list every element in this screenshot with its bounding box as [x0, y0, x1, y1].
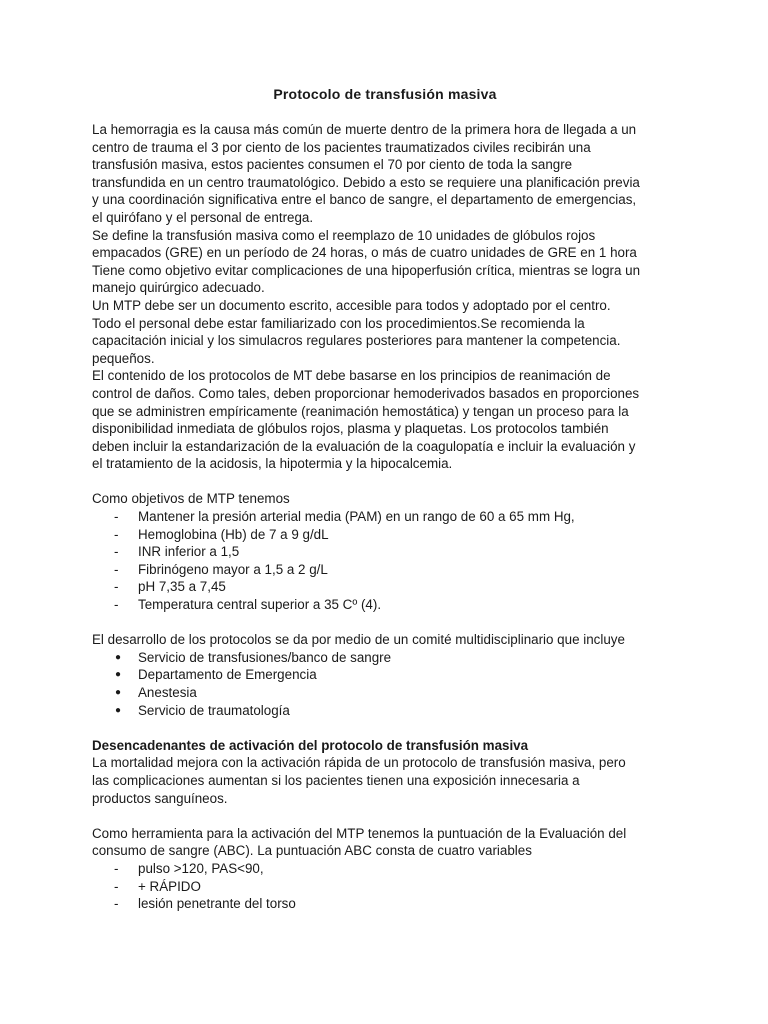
- dash-marker: -: [114, 597, 119, 613]
- bullet-marker: ●: [115, 651, 122, 663]
- committee-list: [92, 649, 678, 719]
- objective-text: Temperatura central superior a 35 Cº (4).: [138, 597, 382, 613]
- committee-text: Anestesia: [138, 685, 197, 700]
- list-item: [92, 561, 678, 579]
- dash-marker: -: [114, 860, 119, 876]
- spacer: [92, 719, 678, 737]
- spacer: [92, 807, 678, 825]
- abc-text: pulso >120, PAS<90,: [138, 860, 264, 876]
- committee-text: Servicio de traumatología: [138, 702, 290, 718]
- objective-text: Mantener la presión arterial media (PAM) en un rango de 60 a 65 mm Hg,: [138, 509, 575, 525]
- section-heading: Desencadenantes de activación del protocolo de transfusión masiva: [92, 737, 529, 753]
- list-item: [92, 666, 678, 684]
- dash-marker: -: [114, 544, 119, 560]
- dash-marker: -: [114, 579, 119, 595]
- dash-marker: -: [114, 878, 119, 894]
- objectives-list: [92, 508, 678, 614]
- list-item: [92, 878, 678, 896]
- objective-text: pH 7,35 a 7,45: [138, 579, 226, 595]
- abc-intro: Como herramienta para la activación del MTP tenemos la puntuación de la Evaluación del consumo de sangre (ABC). La puntuación ABC consta de cuatro variables: [92, 825, 627, 859]
- triggers-paragraph: La mortalidad mejora con la activación rápida de un protocolo de transfusión masiva, pero las complicaciones aumentan si los pacientes tienen una exposición innecesaria a productos sanguíneos.: [92, 755, 626, 806]
- abc-text: lesión penetrante del torso: [138, 896, 296, 912]
- document-title: Protocolo de transfusión masiva: [273, 86, 497, 102]
- dash-marker: -: [114, 526, 119, 542]
- list-item: [92, 578, 678, 596]
- abc-text: + RÁPIDO: [138, 878, 201, 894]
- list-item: [92, 508, 678, 526]
- spacer: [92, 614, 678, 632]
- list-item: [92, 526, 678, 544]
- committee-text: Departamento de Emergencia: [138, 667, 317, 683]
- list-item: [92, 895, 678, 913]
- bullet-marker: ●: [115, 704, 122, 716]
- objective-text: Fibrinógeno mayor a 1,5 a 2 g/L: [138, 561, 328, 577]
- objectives-intro: Como objetivos de MTP tenemos: [92, 491, 290, 507]
- objective-text: INR inferior a 1,5: [138, 544, 240, 560]
- list-item: [92, 596, 678, 614]
- objective-text: Hemoglobina (Hb) de 7 a 9 g/dL: [138, 526, 329, 542]
- list-item: [92, 860, 678, 878]
- intro-paragraph: La hemorragia es la causa más común de muerte dentro de la primera hora de llegada a un centro de trauma el 3 por ciento de los pacientes traumatizados civiles recibirán una transfusión masiva, estos pacientes consumen el 70 por ciento de toda la sangre transfundida en un centro traumatológico. Debido a esto se requiere una planificación previa y una coordinación significativa entre el banco de sangre, el departamento de emergencias, el quirófano y el personal de entrega. Se define la transfusión masiva como el reemplazo de 10 unidades de glóbulos rojos empacados (GRE) en un período de 24 horas, o más de cuatro unidades de GRE en 1 hora Tiene como objetivo evitar complicaciones de una hipoperfusión crítica, mientras se logra un manejo quirúrgico adecuado. Un MTP debe ser un documento escrito, accesible para todos y adoptado por el centro. Todo el personal debe estar familiarizado con los procedimientos.Se recomienda la capacitación inicial y los simulacros regulares posteriores para mantener la competencia. pequeños. El contenido de los protocolos de MT debe basarse en los principios de reanimación de control de daños. Como tales, deben proporcionar hemoderivados basados en proporciones que se administren empíricamente (reanimación hemostática) y tengan un proceso para la disponibilidad inmediata de glóbulos rojos, plasma y plaquetas. Los protocolos también deben incluir la estandarización de la evaluación de la coagulopatía e incluir la evaluación y el tratamiento de la acidosis, la hipotermia y la hipocalcemia.: [92, 122, 641, 472]
- dash-marker: -: [114, 896, 119, 912]
- list-item: [92, 684, 678, 702]
- spacer: [92, 473, 678, 491]
- bullet-marker: ●: [115, 669, 122, 681]
- bullet-marker: ●: [115, 687, 122, 698]
- list-item: [92, 649, 678, 667]
- list-item: [92, 702, 678, 720]
- dash-marker: -: [114, 509, 119, 525]
- dash-marker: -: [114, 561, 119, 577]
- committee-text: Servicio de transfusiones/banco de sangre: [138, 649, 392, 665]
- abc-list: [92, 860, 678, 913]
- committee-intro: El desarrollo de los protocolos se da por medio de un comité multidisciplinario que incluye: [92, 632, 625, 648]
- document-page: [92, 84, 678, 913]
- list-item: [92, 543, 678, 561]
